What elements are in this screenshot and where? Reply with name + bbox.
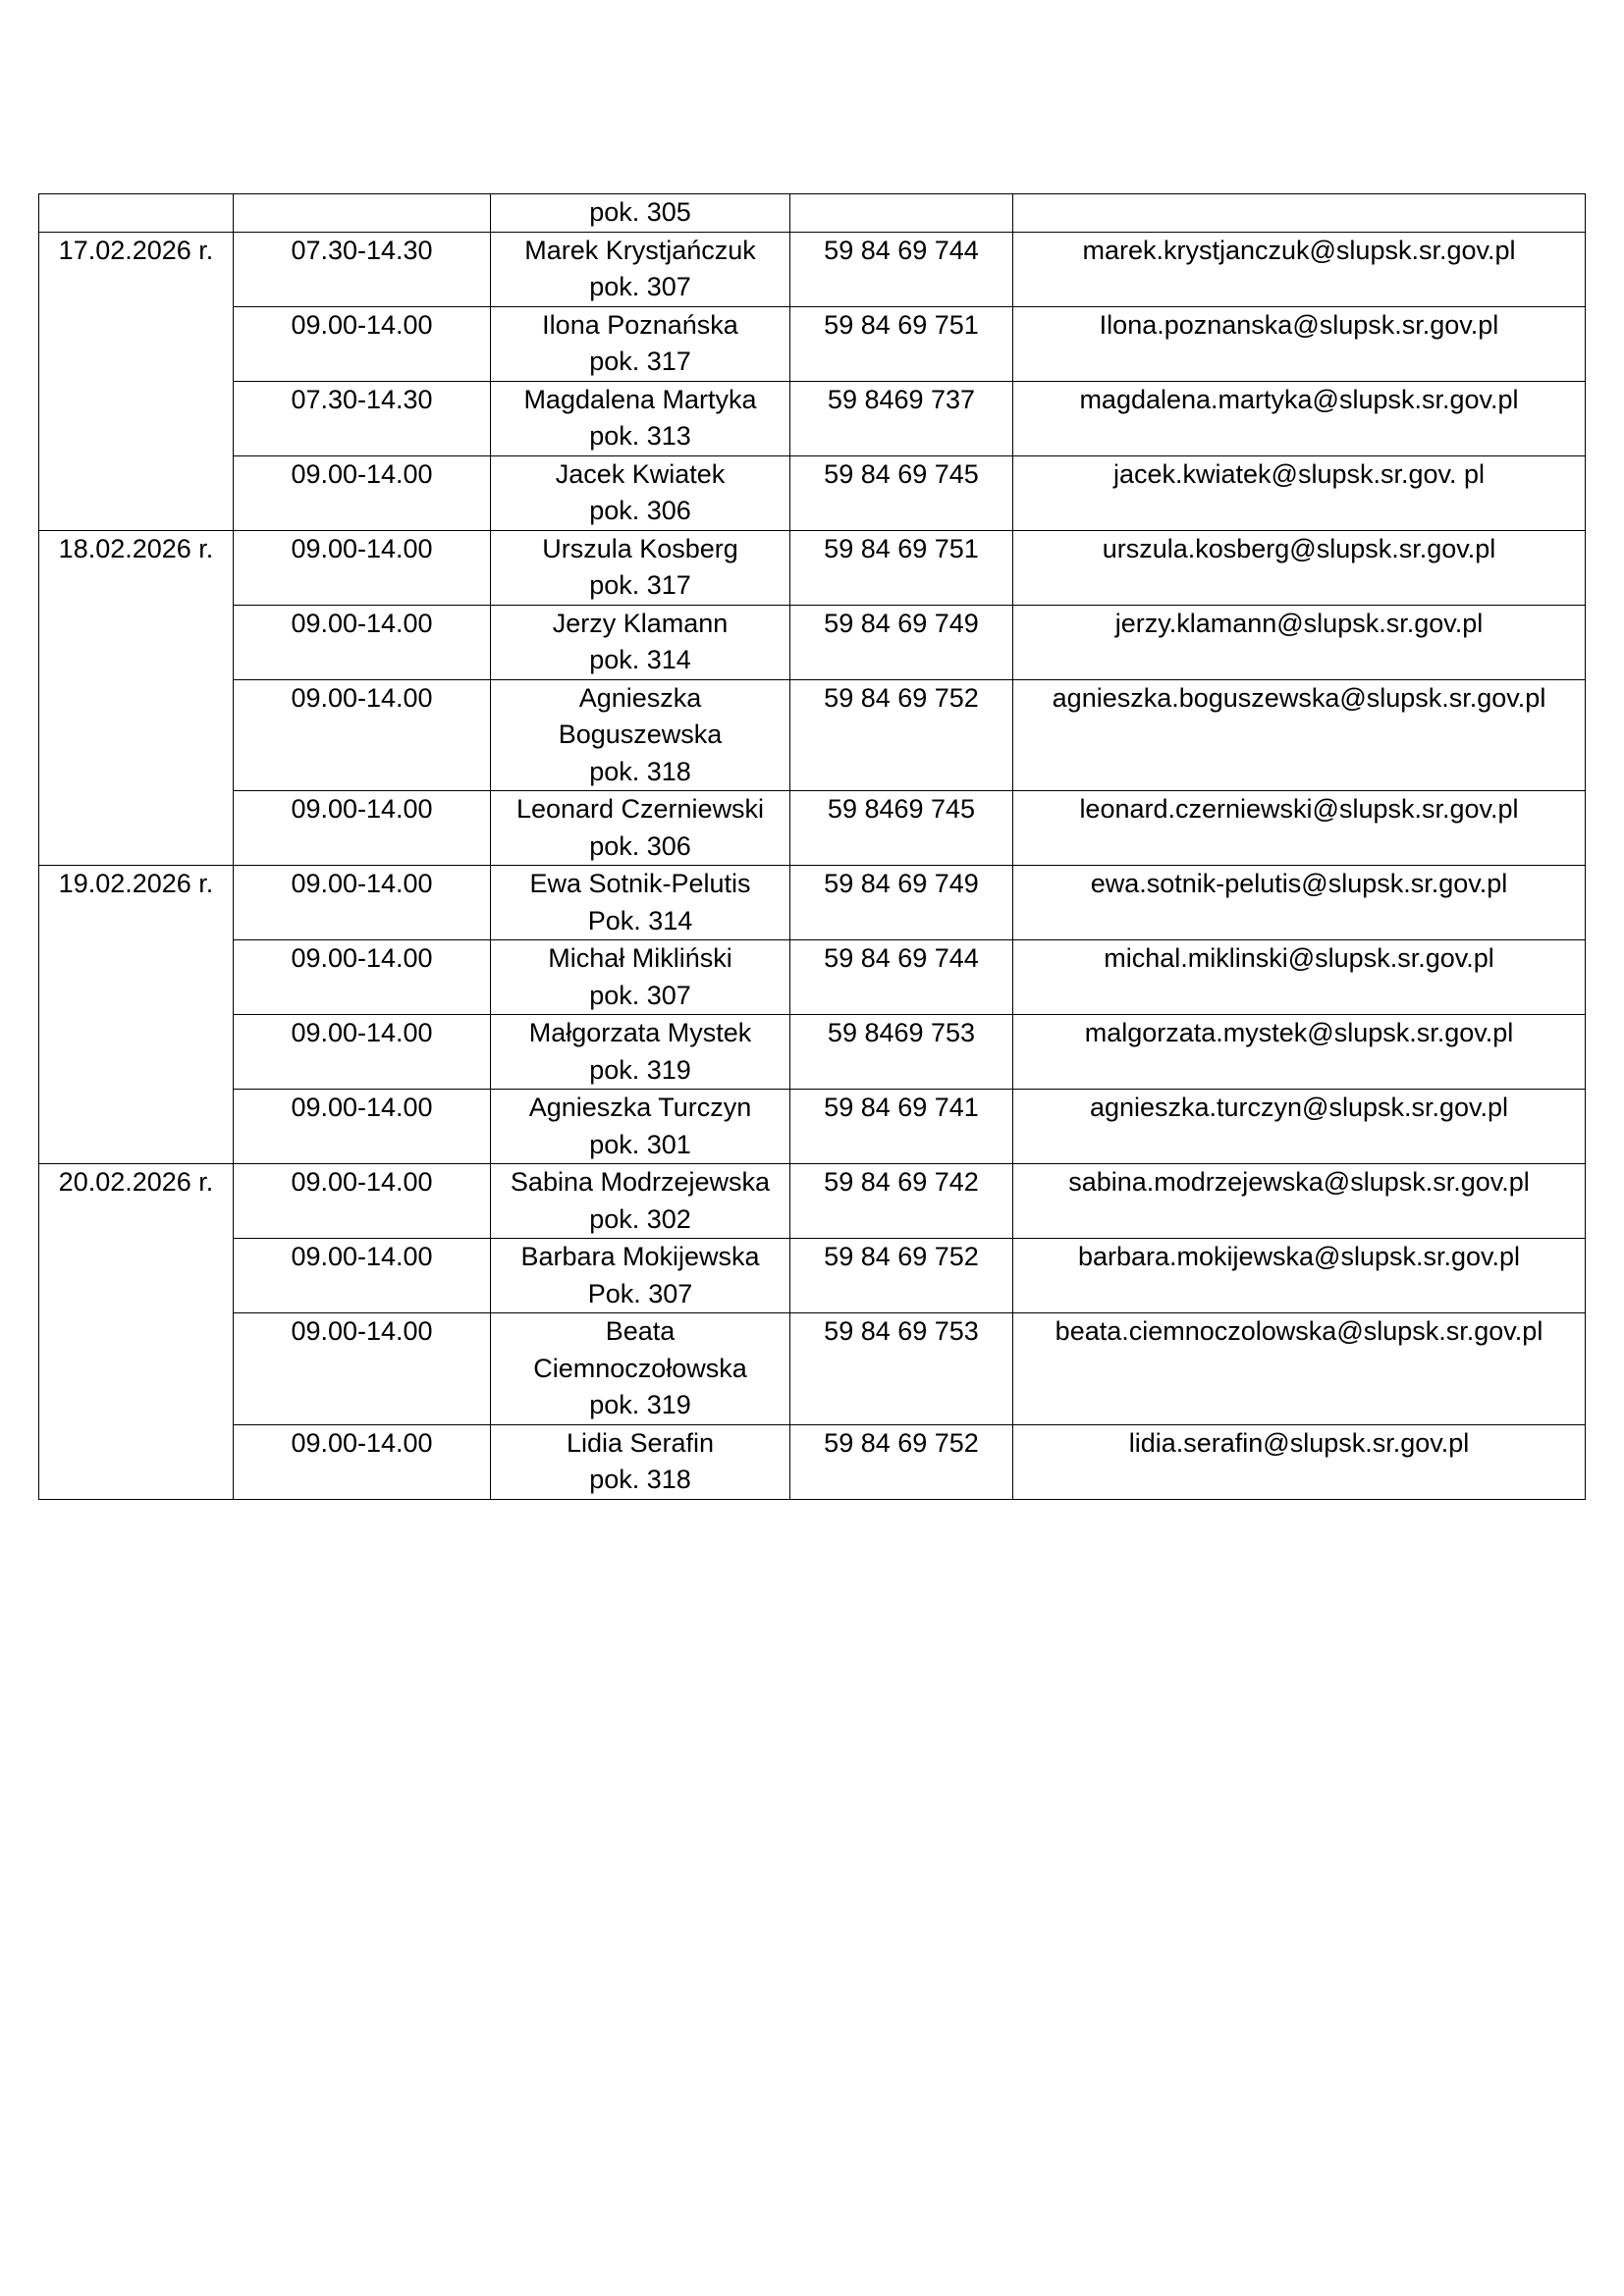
name-room-line: Małgorzata Mystek (528, 1018, 752, 1047)
hours-cell: 09.00-14.00 (234, 791, 491, 866)
name-room-line: Agnieszka (578, 682, 702, 713)
phone-cell: 59 84 69 752 (790, 679, 1013, 791)
hours-cell: 09.00-14.00 (234, 940, 491, 1015)
name-room-cell (491, 1424, 790, 1499)
date-cell: 19.02.2026 r. (39, 866, 234, 1164)
hours-cell: 09.00-14.00 (234, 455, 491, 530)
table-row (39, 455, 1586, 530)
name-room-line: pok. 319 (589, 1390, 691, 1419)
table-row (39, 1090, 1586, 1164)
email-cell: magdalena.martyka@slupsk.sr.gov.pl (1013, 381, 1586, 455)
table-row (39, 605, 1586, 679)
table-row (39, 306, 1586, 381)
hours-cell: 09.00-14.00 (234, 605, 491, 679)
name-room-line: Marek Krystjańczuk (524, 235, 756, 265)
name-room-line: pok. 307 (589, 272, 691, 301)
name-room-line: pok. 317 (589, 347, 691, 376)
name-room-line: Michał Mikliński (548, 943, 732, 973)
hours-cell: 09.00-14.00 (234, 1424, 491, 1499)
name-room-line: pok. 301 (589, 1129, 691, 1159)
name-room-cell (491, 530, 790, 605)
name-room-line: Urszula Kosberg (542, 533, 738, 563)
hours-cell: 09.00-14.00 (234, 306, 491, 381)
email-cell: jacek.kwiatek@slupsk.sr.gov. pl (1013, 455, 1586, 530)
name-room-line: Pok. 307 (587, 1278, 693, 1308)
name-room-cell (491, 866, 790, 940)
phone-cell: 59 84 69 744 (790, 232, 1013, 306)
name-room-line: Barbara Mokijewska (520, 1242, 760, 1271)
hours-cell: 09.00-14.00 (234, 1313, 491, 1425)
name-room-line: Jacek Kwiatek (555, 458, 726, 489)
email-cell: beata.ciemnoczolowska@slupsk.sr.gov.pl (1013, 1313, 1586, 1425)
email-cell: michal.miklinski@slupsk.sr.gov.pl (1013, 940, 1586, 1015)
phone-cell: 59 84 69 742 (790, 1164, 1013, 1239)
table-row (39, 866, 1586, 940)
name-room-cell (491, 381, 790, 455)
document-page (38, 193, 1585, 1500)
email-cell: marek.krystjanczuk@slupsk.sr.gov.pl (1013, 232, 1586, 306)
name-room-line: Magdalena Martyka (523, 384, 757, 414)
date-cell: 17.02.2026 r. (39, 232, 234, 530)
hours-cell: 09.00-14.00 (234, 1164, 491, 1239)
phone-cell: 59 84 69 741 (790, 1090, 1013, 1164)
phone-cell: 59 84 69 749 (790, 605, 1013, 679)
name-room-line: pok. 302 (589, 1203, 691, 1234)
email-cell: leonard.czerniewski@slupsk.sr.gov.pl (1013, 791, 1586, 866)
hours-cell: 07.30-14.30 (234, 232, 491, 306)
name-room-line: Beata (605, 1316, 676, 1346)
name-room-line: pok. 319 (589, 1054, 691, 1085)
date-cell (39, 194, 234, 233)
name-room-cell (491, 194, 790, 233)
hours-cell: 09.00-14.00 (234, 679, 491, 791)
email-cell: Ilona.poznanska@slupsk.sr.gov.pl (1013, 306, 1586, 381)
phone-cell: 59 8469 753 (790, 1015, 1013, 1090)
email-cell: ewa.sotnik-pelutis@slupsk.sr.gov.pl (1013, 866, 1586, 940)
table-row (39, 1164, 1586, 1239)
phone-cell: 59 8469 737 (790, 381, 1013, 455)
name-room-line: pok. 313 (589, 421, 691, 451)
email-cell: urszula.kosberg@slupsk.sr.gov.pl (1013, 530, 1586, 605)
hours-cell: 09.00-14.00 (234, 1015, 491, 1090)
name-room-cell (491, 679, 790, 791)
name-room-cell (491, 1239, 790, 1313)
hours-cell (234, 194, 491, 233)
email-cell: agnieszka.boguszewska@slupsk.sr.gov.pl (1013, 679, 1586, 791)
name-room-cell (491, 1090, 790, 1164)
table-row (39, 381, 1586, 455)
phone-cell: 59 84 69 751 (790, 306, 1013, 381)
phone-cell: 59 84 69 749 (790, 866, 1013, 940)
name-room-cell (491, 306, 790, 381)
table-row (39, 940, 1586, 1015)
name-room-line: Lidia Serafin (566, 1427, 715, 1458)
name-room-cell (491, 1015, 790, 1090)
name-room-line: pok. 314 (589, 645, 691, 674)
phone-cell: 59 84 69 751 (790, 530, 1013, 605)
name-room-line: Ilona Poznańska (542, 309, 738, 340)
name-room-cell (491, 455, 790, 530)
name-room-line: pok. 305 (589, 197, 691, 227)
name-room-line: pok. 306 (589, 496, 691, 525)
table-row (39, 1015, 1586, 1090)
email-cell (1013, 194, 1586, 233)
name-room-cell (491, 232, 790, 306)
name-room-cell (491, 791, 790, 866)
table-row (39, 1424, 1586, 1499)
name-room-line: Pok. 314 (587, 905, 693, 935)
name-room-cell (491, 1313, 790, 1425)
table-row (39, 679, 1586, 791)
table-row (39, 1313, 1586, 1425)
table-row (39, 791, 1586, 866)
table-row (39, 1239, 1586, 1313)
hours-cell: 09.00-14.00 (234, 530, 491, 605)
name-room-line: Jerzy Klamann (552, 608, 729, 638)
email-cell: barbara.mokijewska@slupsk.sr.gov.pl (1013, 1239, 1586, 1313)
name-room-line: Ewa Sotnik-Pelutis (529, 869, 751, 898)
name-room-cell (491, 1164, 790, 1239)
email-cell: malgorzata.mystek@slupsk.sr.gov.pl (1013, 1015, 1586, 1090)
hours-cell: 09.00-14.00 (234, 1090, 491, 1164)
hours-cell: 09.00-14.00 (234, 1239, 491, 1313)
name-room-line: Boguszewska (558, 720, 723, 749)
date-cell: 18.02.2026 r. (39, 530, 234, 866)
hours-cell: 09.00-14.00 (234, 866, 491, 940)
name-room-line: pok. 318 (589, 756, 691, 786)
phone-cell (790, 194, 1013, 233)
name-room-line: pok. 317 (589, 570, 691, 600)
table-row (39, 232, 1586, 306)
name-room-cell (491, 605, 790, 679)
table-row (39, 530, 1586, 605)
phone-cell: 59 84 69 752 (790, 1239, 1013, 1313)
name-room-line: pok. 307 (589, 980, 691, 1010)
email-cell: agnieszka.turczyn@slupsk.sr.gov.pl (1013, 1090, 1586, 1164)
name-room-line: Ciemnoczołowska (533, 1353, 747, 1383)
hours-cell: 07.30-14.30 (234, 381, 491, 455)
phone-cell: 59 84 69 745 (790, 455, 1013, 530)
phone-cell: 59 84 69 744 (790, 940, 1013, 1015)
name-room-cell (491, 940, 790, 1015)
email-cell: jerzy.klamann@slupsk.sr.gov.pl (1013, 605, 1586, 679)
phone-cell: 59 8469 745 (790, 791, 1013, 866)
duty-schedule-table (38, 193, 1586, 1500)
name-room-line: pok. 318 (589, 1465, 691, 1494)
name-room-line: Leonard Czerniewski (515, 794, 765, 824)
name-room-line: Agnieszka Turczyn (528, 1093, 752, 1122)
name-room-line: pok. 306 (589, 830, 691, 861)
date-cell: 20.02.2026 r. (39, 1164, 234, 1500)
name-room-line: Sabina Modrzejewska (510, 1167, 771, 1197)
phone-cell: 59 84 69 753 (790, 1313, 1013, 1425)
email-cell: sabina.modrzejewska@slupsk.sr.gov.pl (1013, 1164, 1586, 1239)
email-cell: lidia.serafin@slupsk.sr.gov.pl (1013, 1424, 1586, 1499)
schedule-body (39, 194, 1586, 1500)
phone-cell: 59 84 69 752 (790, 1424, 1013, 1499)
table-row-continuation (39, 194, 1586, 233)
